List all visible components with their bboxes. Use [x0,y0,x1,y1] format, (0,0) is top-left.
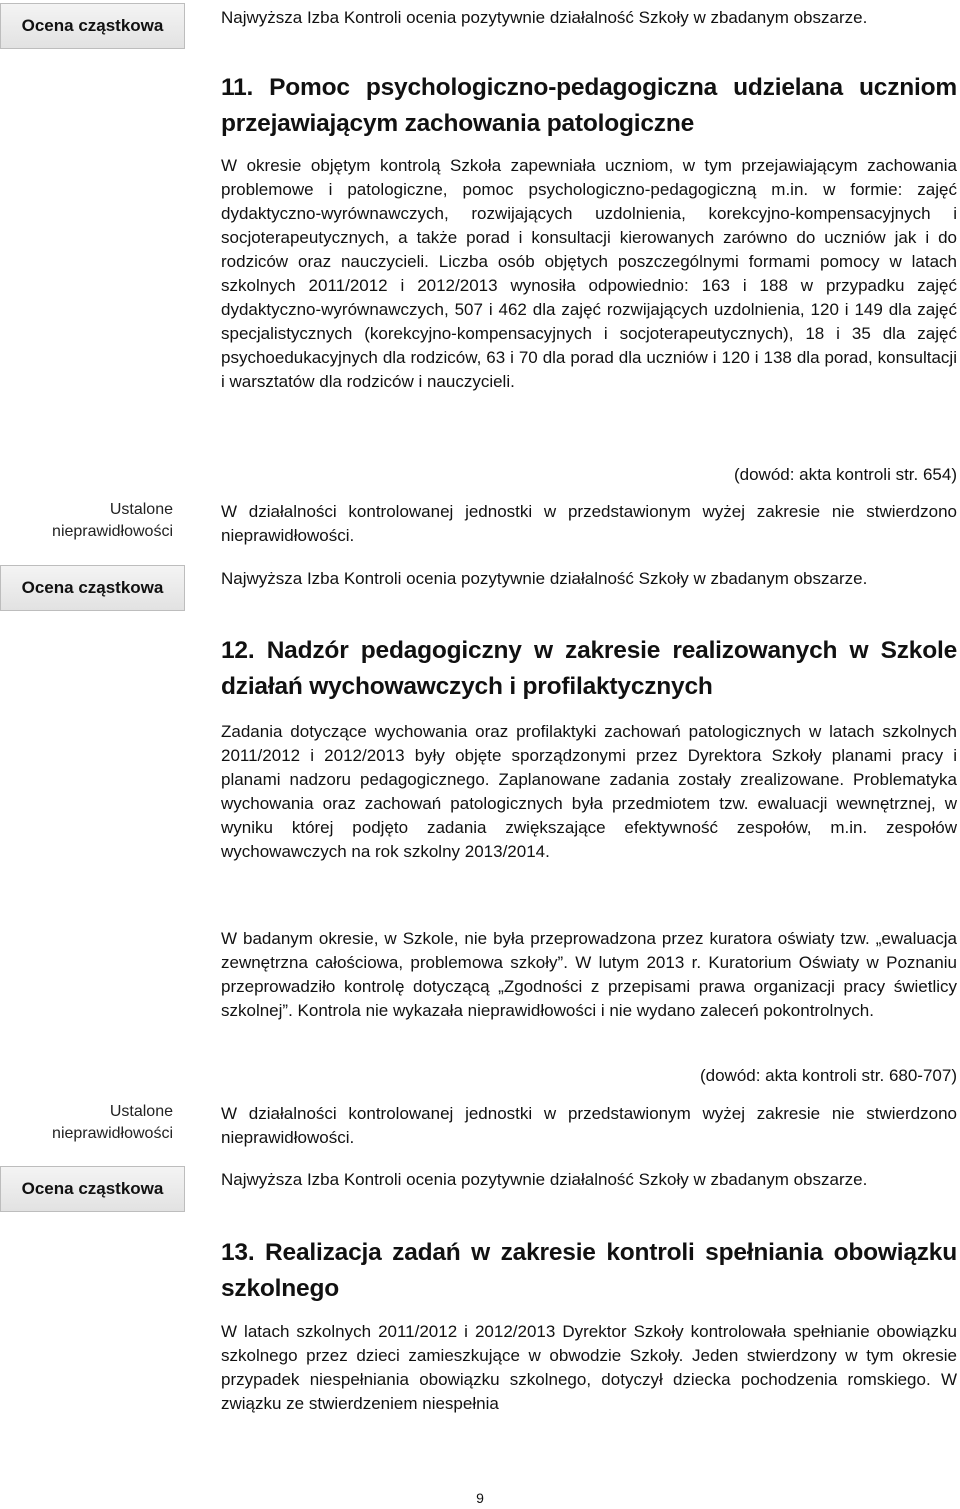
page-number: 9 [476,1490,484,1506]
section-13-heading: 13. Realizacja zadań w zakresie kontroli spełniania obowiązku szkolnego [221,1239,957,1302]
section-12-evidence-ref: (dowód: akta kontroli str. 680-707) [699,1066,957,1085]
margin-ocena-label-1: Ocena cząstkowa [0,3,185,49]
section-11-heading: 11. Pomoc psychologiczno-pedagogiczna udzielana uczniom przejawiającym zachowania patologiczne [221,74,957,137]
margin-ustalone-label-2: Ustalone nieprawidłowości [52,1103,173,1142]
assessment-text-top: Najwyższa Izba Kontroli ocenia pozytywnie działalność Szkoły w zbadanym obszarze. [221,8,868,27]
section-11-paragraph: W okresie objętym kontrolą Szkoła zapewniała uczniom, w tym przejawiającym zachowania problemowe i patologiczne, pomoc psychologiczno-pedagogiczną m.in. w formie: zajęć dydaktyczno-wyrównawczych, rozwijających uzdolnienia, korekcyjno-kompensacyjnych i socjoterapeutycznych, a także porad i konsultacji kierowanych zarówno do uczniów jak i do rodziców oraz nauczycieli. Liczba osób objętych poszczególnymi formami pomocy w latach szkolnych 2011/2012 i 2012/2013 wynosiła odpowiednio: 163 i 188 w przypadku zajęć dydaktyczno-wyrównawczych, 507 i 462 dla zajęć rozwijających uzdolnienia, 120 i 149 dla zajęć specjalistycznych (korekcyjno-kompensacyjnych i socjoterapeutycznych), 18 i 35 dla zajęć psychoedukacyjnych dla rodziców, 63 i 70 dla porad dla uczniów i 120 i 138 dla porad, konsultacji i warsztatów dla rodziców i nauczycieli. [221,156,957,391]
margin-ustalone-label-1: Ustalone nieprawidłowości [52,501,173,540]
section-12-heading: 12. Nadzór pedagogiczny w zakresie realizowanych w Szkole działań wychowawczych i profilaktycznych [221,637,957,700]
section-11-assessment: Najwyższa Izba Kontroli ocenia pozytywnie działalność Szkoły w zbadanym obszarze. [221,569,868,588]
section-12-paragraph-1: Zadania dotyczące wychowania oraz profilaktyki zachowań patologicznych w latach szkolnych 2011/2012 i 2012/2013 były objęte sporządzonymi przez Dyrektora Szkoły planami pracy i planami nadzoru pedagogicznego. Zaplanowane zadania zostały zrealizowane. Problematyka wychowania oraz zachowań patologicznych była przedmiotem tzw. ewaluacji wewnętrznej, w wyniku której podjęto zadania zwiększające efektywność zespołów, m.in. zespołów wychowawczych na rok szkolny 2013/2014. [221,722,957,861]
margin-ocena-label-2: Ocena cząstkowa [0,565,185,611]
section-11-findings: W działalności kontrolowanej jednostki w przedstawionym wyżej zakresie nie stwierdzono nieprawidłowości. [221,502,957,545]
margin-ocena-label-3: Ocena cząstkowa [0,1166,185,1212]
section-12-findings: W działalności kontrolowanej jednostki w przedstawionym wyżej zakresie nie stwierdzono nieprawidłowości. [221,1104,957,1147]
section-12-paragraph-2: W badanym okresie, w Szkole, nie była przeprowadzona przez kuratora oświaty tzw. „ewaluacja zewnętrzna całościowa, problemowa szkoły”. W lutym 2013 r. Kuratorium Oświaty w Poznaniu przeprowadziło kontrolę dotyczącą „Zgodności z przepisami prawa organizacji pracy świetlicy szkolnej”. Kontrola nie wykazała nieprawidłowości i nie wydano zaleceń pokontrolnych. [221,929,957,1020]
section-11-evidence-ref: (dowód: akta kontroli str. 654) [733,465,957,484]
section-12-assessment: Najwyższa Izba Kontroli ocenia pozytywnie działalność Szkoły w zbadanym obszarze. [221,1170,868,1189]
section-13-paragraph: W latach szkolnych 2011/2012 i 2012/2013 Dyrektor Szkoły kontrolowała spełnianie obowiązku szkolnego przez dzieci zamieszkujące w obwodzie Szkoły. Jeden stwierdzony w tym okresie przypadek niespełniania obowiązku szkolnego, dotyczył dziecka pochodzenia romskiego. W związku ze stwierdzeniem niespełnia [221,1322,957,1413]
